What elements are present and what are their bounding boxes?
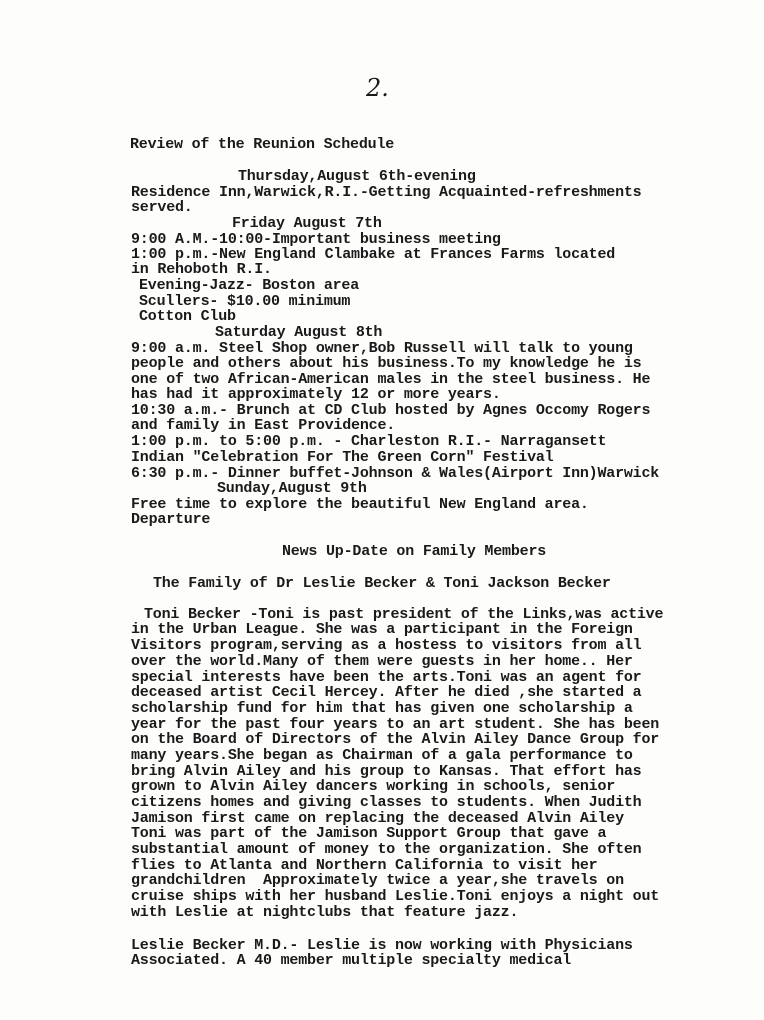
text-line: The Family of Dr Leslie Becker & Toni Jackson Becker (153, 575, 611, 592)
text-line: has had it approximately 12 or more years. (131, 386, 501, 403)
text-line: Toni Becker -Toni is past president of the Links,was active (144, 606, 664, 623)
text-line: Departure (131, 511, 211, 528)
text-line: with Leslie at nightclubs that feature jazz. (131, 904, 519, 921)
text-line: Associated. A 40 member multiple specialty medical (131, 952, 572, 969)
text-line: Thursday,August 6th-evening (238, 168, 476, 185)
text-line: 9:00 a.m. Steel Shop owner,Bob Russell will talk to young (131, 340, 633, 357)
text-line: flies to Atlanta and Northern California to visit her (131, 857, 598, 874)
text-line: Visitors program,serving as a hostess to visitors from all (131, 637, 642, 654)
text-line: one of two African-American males in the steel business. He (131, 371, 651, 388)
text-line: Sunday,August 9th (217, 480, 367, 497)
text-line: Indian "Celebration For The Green Corn" Festival (131, 449, 554, 466)
text-line: bring Alvin Ailey and his group to Kansas. That effort has (131, 763, 642, 780)
text-line: Review of the Reunion Schedule (130, 136, 395, 153)
text-line: many years.She began as Chairman of a gala performance to (131, 747, 633, 764)
text-line: served. (131, 199, 193, 216)
text-line: people and others about his business.To my knowledge he is (131, 355, 642, 372)
text-line: grandchildren Approximately twice a year,she travels on (131, 872, 624, 889)
text-line: over the world.Many of them were guests in her home.. Her (131, 653, 633, 670)
text-line: cruise ships with her husband Leslie.Toni enjoys a night out (131, 888, 660, 905)
text-line: deceased artist Cecil Hercey. After he died ,she started a (131, 684, 642, 701)
text-line: 9:00 A.M.-10:00-Important business meeting (131, 231, 501, 248)
text-line: Saturday August 8th (215, 324, 383, 341)
text-line: Toni was part of the Jamison Support Group that gave a (131, 825, 607, 842)
text-line: in the Urban League. She was a participant in the Foreign (131, 621, 633, 638)
text-line: Scullers- $10.00 minimum (139, 293, 351, 310)
text-line: on the Board of Directors of the Alvin Ailey Dance Group for (131, 731, 660, 748)
text-line: Jamison first came on replacing the deceased Alvin Ailey (131, 810, 624, 827)
page-number: 2. (366, 74, 389, 102)
text-line: 1:00 p.m.-New England Clambake at Frances Farms located (131, 246, 616, 263)
text-line: year for the past four years to an art student. She has been (131, 716, 660, 733)
text-line: Evening-Jazz- Boston area (139, 277, 360, 294)
text-line: in Rehoboth R.I. (131, 261, 272, 278)
text-line: citizens homes and giving classes to students. When Judith (131, 794, 642, 811)
text-line: Free time to explore the beautiful New England area. (131, 496, 589, 513)
text-line: grown to Alvin Ailey dancers working in schools, senior (131, 778, 616, 795)
text-line: Friday August 7th (232, 215, 382, 232)
text-line: scholarship fund for him that has given one scholarship a (131, 700, 633, 717)
text-line: News Up-Date on Family Members (282, 543, 547, 560)
text-line: Residence Inn,Warwick,R.I.-Getting Acquainted-refreshments (131, 184, 642, 201)
text-line: 10:30 a.m.- Brunch at CD Club hosted by Agnes Occomy Rogers (131, 402, 651, 419)
text-line: and family in East Providence. (131, 417, 396, 434)
text-line: special interests have been the arts.Toni was an agent for (131, 669, 642, 686)
text-line: 1:00 p.m. to 5:00 p.m. - Charleston R.I.- Narragansett (131, 433, 607, 450)
text-line: substantial amount of money to the organization. She often (131, 841, 642, 858)
text-line: Cotton Club (139, 308, 236, 325)
text-line: Leslie Becker M.D.- Leslie is now working with Physicians (131, 937, 633, 954)
text-line: 6:30 p.m.- Dinner buffet-Johnson & Wales(Airport Inn)Warwick (131, 465, 660, 482)
